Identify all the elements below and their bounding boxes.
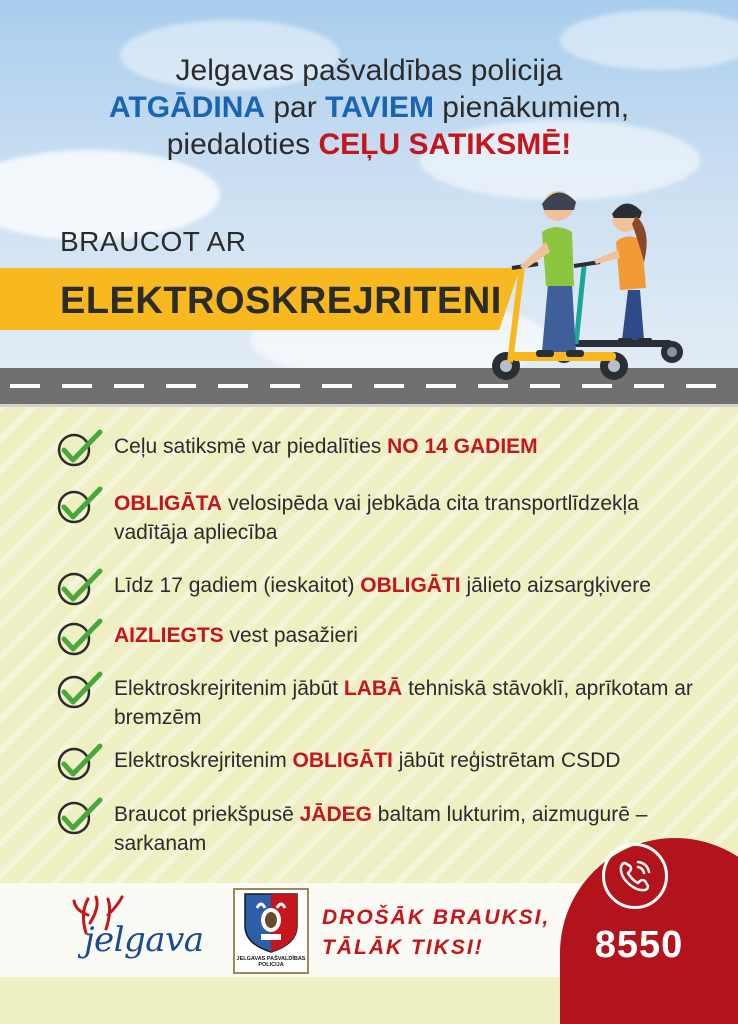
headline-emphasis-taviem: TAVIEM — [325, 91, 434, 124]
checkmark-icon — [56, 567, 104, 607]
slogan-line-1: DROŠĀK BRAUKSI, — [322, 906, 551, 929]
jelgava-logo-text: jelgava — [84, 920, 204, 960]
road-marking — [322, 384, 352, 388]
phone-icon-circle — [602, 843, 668, 909]
phone-icon — [605, 846, 665, 906]
rule-text: Elektroskrejritenim jābūt LABĀ tehniskā stāvoklī, aprīkotam ar bremzēm — [114, 677, 693, 729]
headline-line-3 — [60, 126, 678, 163]
headline-text: pienākumiem, — [433, 91, 630, 124]
headline-emphasis-celu-satiksme: CEĻU SATIKSMĒ! — [318, 128, 572, 161]
list-item — [56, 571, 716, 607]
headline-line-2 — [60, 89, 678, 126]
checkmark-icon — [56, 485, 104, 525]
list-item — [56, 621, 716, 657]
list-item — [56, 674, 716, 732]
police-shield-icon — [235, 890, 307, 954]
checkmark-icon — [56, 796, 104, 836]
bottom-strip — [0, 977, 560, 1024]
banner-title: ELEKTROSKREJRITENI — [60, 280, 502, 322]
phone-number: 8550 — [594, 924, 684, 966]
road-marking — [114, 384, 144, 388]
headline — [60, 52, 678, 163]
police-logo-label: JELGAVAS PAŠVALDĪBAS POLICIJA — [236, 956, 306, 968]
rule-text: AIZLIEGTS vest pasažieri — [114, 624, 358, 647]
checkmark-icon — [56, 428, 104, 468]
headline-text: piedaloties — [166, 128, 319, 161]
road-marking — [374, 384, 404, 388]
slogan — [322, 903, 550, 963]
police-logo — [233, 888, 309, 974]
road-marking — [426, 384, 456, 388]
checkmark-icon — [56, 742, 104, 782]
road-marking — [166, 384, 196, 388]
road-marking — [270, 384, 300, 388]
road-marking — [10, 384, 40, 388]
headline-emphasis-atgadina: ATGĀDINA — [108, 91, 266, 124]
list-item — [56, 432, 716, 468]
slogan-line-2: TĀLĀK TIKSI! — [322, 936, 484, 959]
list-item — [56, 489, 716, 547]
rule-text: Braucot priekšpusē JĀDEG baltam lukturim, aizmugurē – sarkanam — [114, 803, 648, 855]
road-marking — [218, 384, 248, 388]
rule-text: Līdz 17 gadiem (ieskaitot) OBLIGĀTI jālieto aizsargķivere — [114, 574, 651, 597]
checkmark-icon — [56, 617, 104, 657]
headline-line-1: Jelgavas pašvaldības policija — [175, 54, 563, 87]
scooter-riders-illustration — [476, 180, 696, 392]
headline-text: par — [265, 91, 326, 124]
rule-text: OBLIGĀTA velosipēda vai jebkāda cita transportlīdzekļa vadītāja apliecība — [114, 492, 639, 544]
rule-text: Ceļu satiksmē var piedalīties NO 14 GADIEM — [114, 435, 538, 458]
road-marking — [62, 384, 92, 388]
road-edge — [0, 404, 738, 407]
subtitle: BRAUCOT AR — [60, 226, 247, 257]
rule-text: Elektroskrejritenim OBLIGĀTI jābūt reģistrētam CSDD — [114, 749, 621, 772]
list-item — [56, 746, 716, 782]
checkmark-icon — [56, 670, 104, 710]
